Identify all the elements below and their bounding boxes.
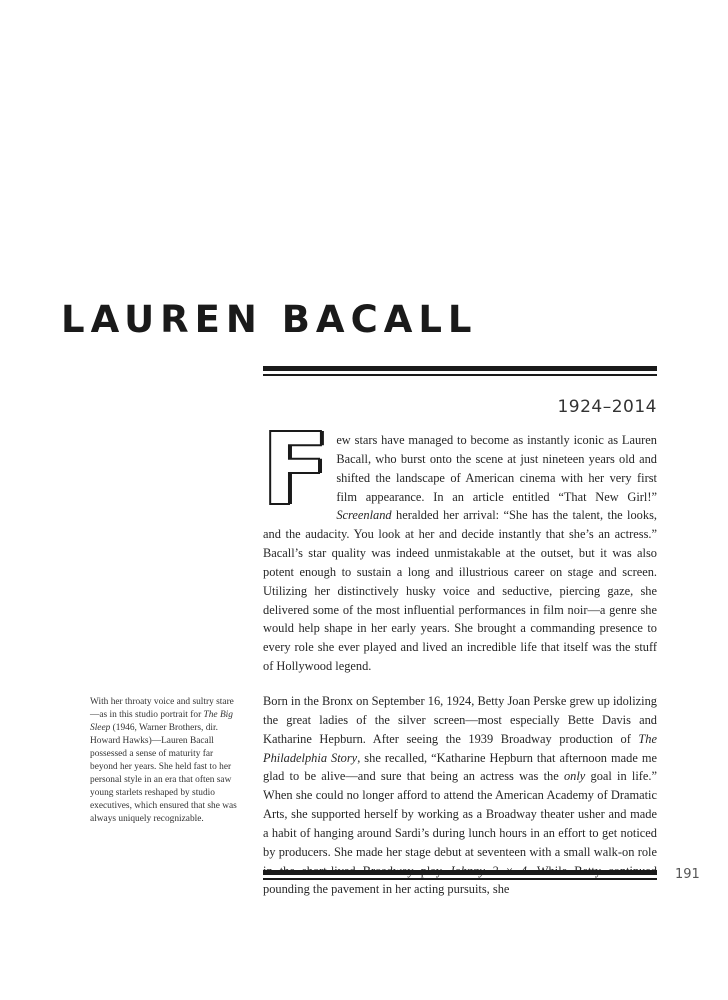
paragraph-1 bbox=[261, 411, 657, 676]
body-text bbox=[261, 411, 657, 899]
life-dates: 1924–2014 bbox=[557, 397, 657, 417]
chapter-title: LAUREN BACALL bbox=[61, 298, 478, 341]
page-number: 191 bbox=[675, 867, 700, 882]
film-title: The Big Sleep bbox=[90, 710, 233, 733]
paragraph-2-text-a: Born in the Bronx on September 16, 1924, Betty Joan Perske grew up idolizing the great ladies of the silver screen—most especially Bette Davis and Katharine Hepburn. After seeing the 1939 Broadway production of bbox=[263, 693, 657, 746]
paragraph-2-text-c: goal in life.” When she could no longer afford to attend the American Academy of Dramatic Arts, she supported herself by working as a Broadway theater usher and made a habit of hanging around Sardi’s during lunch hours in an effort to get noticed by producers. She made her stage debut at seventeen with a small walk-on role bbox=[263, 769, 657, 859]
paragraph-2-text-d: pounding the pavement in her acting pursuits, she bbox=[263, 882, 510, 897]
paragraph-1-text-a: ew stars have managed to become as instantly iconic as Lauren Bacall, who burst onto the scene at just nineteen years old and shifted the landscape of American cinema with her very first film appearance. In an article entitled “That New Girl!” bbox=[336, 433, 657, 504]
emphasis-only: only bbox=[563, 769, 586, 784]
drop-cap: F bbox=[261, 411, 330, 528]
caption-text-a: With her throaty voice and sultry stare—as in this studio portrait for bbox=[90, 697, 234, 720]
publication-title: Screenland bbox=[336, 508, 392, 523]
paragraph-1-text-b: heralded her arrival: “She has the talent, the looks, and the audacity. You look at her and decide instantly that she’s an actress.” Bacall’s star quality was indeed unmistakable at the outset, but it was also potent enough to sustain a long and illustrious career on stage and screen. Utilizing her distinctively husky voice and seductive, piercing gaze, she delivered some of the most influential performances in film noir—a genre she would help shape in her early years. She brought a commanding presence to every role she ever played and lived an incredible life that itself was the stuff of Hollywood legend. bbox=[263, 508, 657, 674]
paragraph-2 bbox=[263, 692, 657, 899]
photo-caption bbox=[90, 696, 242, 826]
paragraph-2-text-b: , she recalled, “Katharine Hepburn that afternoon made me glad to be alive—and sure that being an actress was the bbox=[263, 750, 657, 784]
caption-text-b: (1946, Warner Brothers, dir. Howard Hawks)—Lauren Bacall possessed a sense of maturity far beyond her years. She held fast to her personal style in an era that often saw young starlets reshaped by studio executives, which ensured that she was always uniquely recognizable. bbox=[90, 723, 237, 824]
bottom-double-rule bbox=[263, 870, 657, 880]
play-title-philadelphia: The Philadelphia Story bbox=[263, 731, 657, 765]
top-double-rule bbox=[263, 366, 657, 376]
